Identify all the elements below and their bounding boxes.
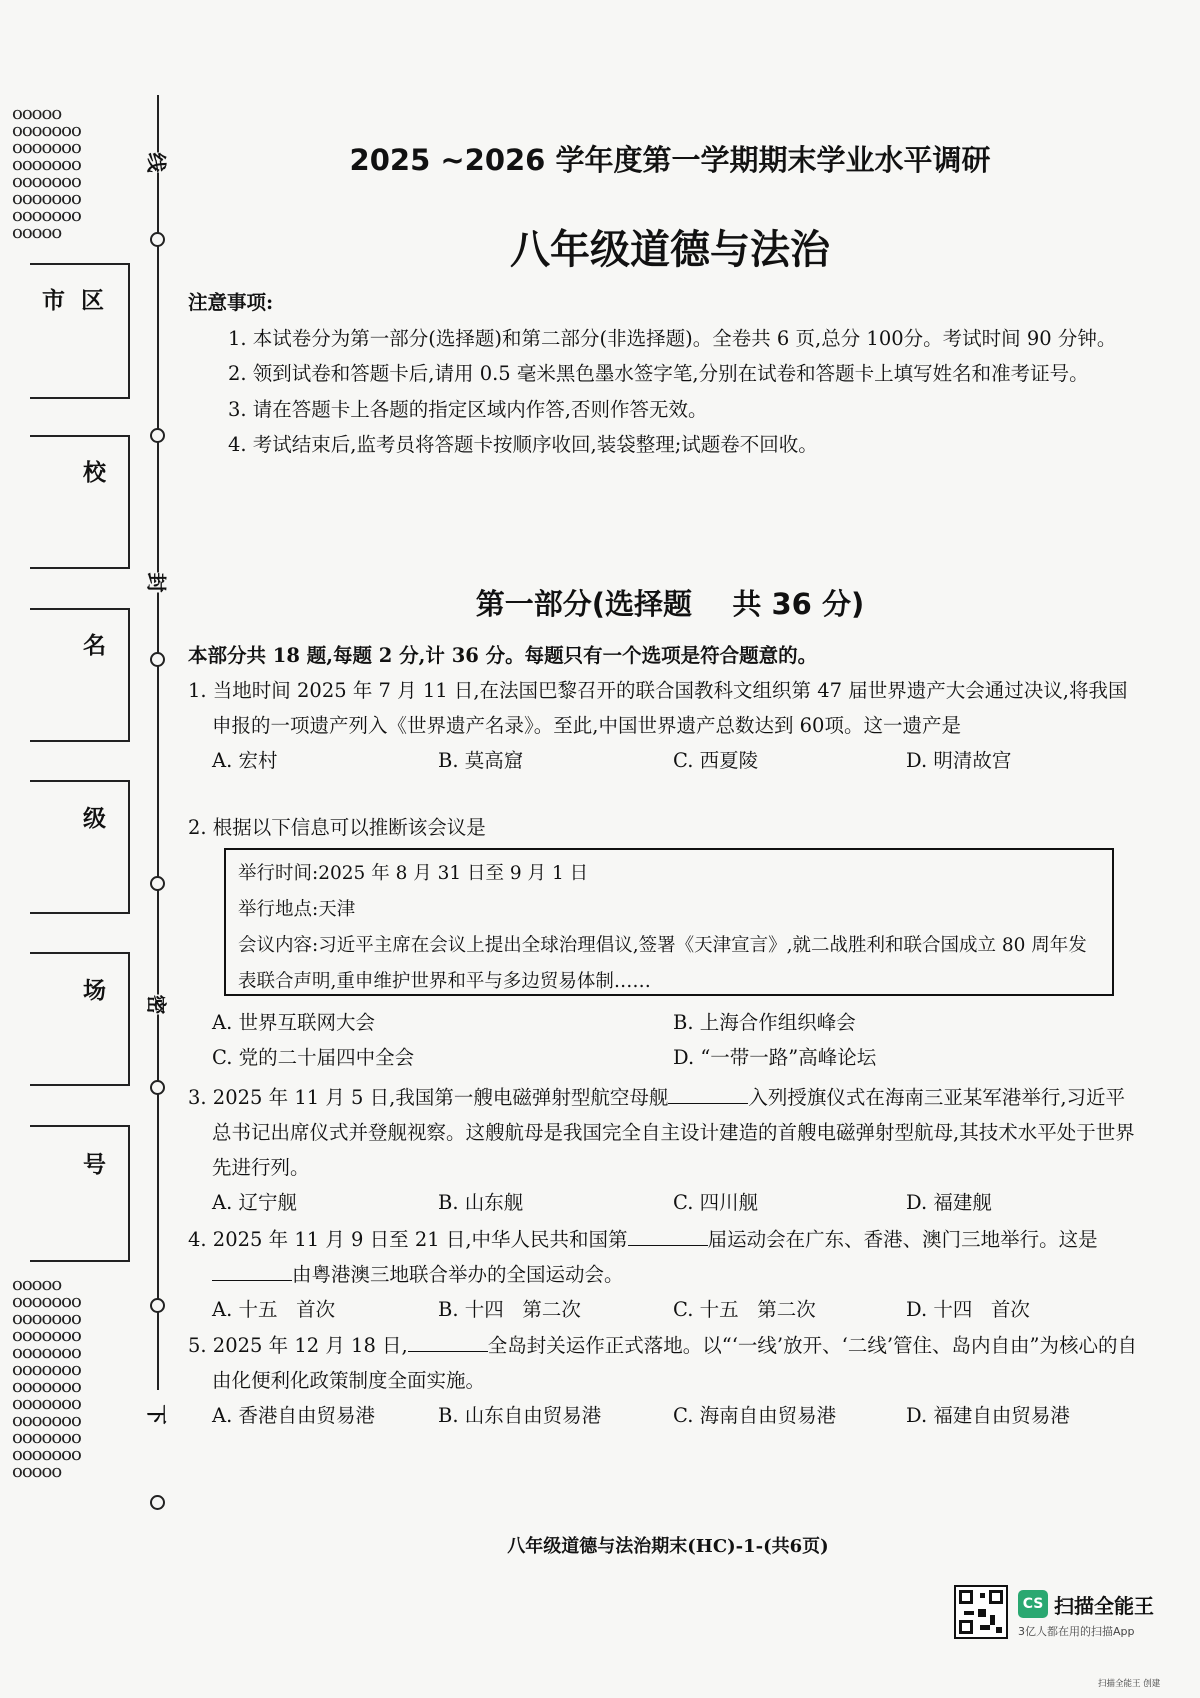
option-b[interactable]: B. 莫高窟 [438,749,524,772]
part1-intro: 本部分共 18 题,每题 2 分,计 36 分。每题只有一个选项是符合题意的。 [188,644,818,667]
camscanner-corner-mark: 扫描全能王 创建 [1098,1679,1161,1689]
info-place: 举行地点:天津 [238,899,356,920]
field-label-district: 市 区 [42,287,109,314]
option-row [188,1292,1143,1327]
stem-part: 4. 2025 年 11 月 9 日至 21 日,中华人民共和国第 [188,1228,628,1251]
stem-part: 3. 2025 年 11 月 5 日,我国第一艘电磁弹射型航空母舰 [188,1086,669,1109]
stem-part: 届运动会在广东、香港、澳门三地举行。这是 [707,1228,1098,1251]
option-row [188,1005,1143,1040]
stem-part: 入列授旗仪式在海南三亚某军港举行,习近平总书记出席仪式并登舰视察。这艘航母是我国完全自主设计建造的首艘电磁弹射型航母,其技术水平处于世界先进行列。 [212,1086,1135,1179]
field-label-name: 名 [83,632,118,659]
option-a[interactable]: A. 辽宁舰 [212,1191,297,1214]
question-1 [188,673,1143,778]
option-d[interactable]: D. 明清故宫 [906,749,1012,772]
question-stem: 2. 根据以下信息可以推断该会议是 [188,816,486,839]
binding-circle [150,876,165,891]
option-d[interactable]: D. 福建舰 [906,1191,992,1214]
option-a[interactable]: A. 十五 首次 [212,1298,336,1321]
field-label-school: 校 [83,459,118,486]
answer-blank [408,1335,488,1352]
option-a[interactable]: A. 世界互联网大会 [212,1011,375,1034]
stem-part: 5. 2025 年 12 月 18 日, [188,1334,408,1357]
option-c[interactable]: C. 十五 第二次 [673,1298,816,1321]
field-label-room: 场 [83,977,118,1004]
option-c[interactable]: C. 西夏陵 [673,749,759,772]
binding-circle [150,652,165,667]
binding-char-down: 下 [144,1405,173,1425]
binding-char-line: 线 [144,153,173,173]
binding-holes-top: ooooo ooooooo ooooooo ooooooo ooooooo ooooooo ooooooo ooooo [12,103,81,243]
answer-blank [212,1264,292,1281]
binding-circle [150,1298,165,1313]
question-2 [188,810,1143,845]
option-b[interactable]: B. 上海合作组织峰会 [673,1011,856,1034]
option-row [188,1040,1143,1075]
answer-blank [668,1087,748,1104]
option-a[interactable]: A. 宏村 [212,749,278,772]
notice-item: 2. 领到试卷和答题卡后,请用 0.5 毫米黑色墨水签字笔,分别在试卷和答题卡上填写姓名和准考证号。 [228,362,1089,385]
binding-char-secret: 密 [144,995,173,1015]
binding-circle [150,232,165,247]
binding-circle [150,1080,165,1095]
option-c[interactable]: C. 四川舰 [673,1191,759,1214]
camscanner-tagline: 3亿人都在用的扫描App [1018,1625,1135,1638]
binding-char-seal: 封 [144,573,173,593]
option-row [188,1398,1143,1433]
part1-title: 第一部分(选择题 共 36 分) [475,587,865,621]
question-2-options [188,1005,1143,1075]
question-3 [188,1080,1143,1220]
question-stem: 1. 当地时间 2025 年 7 月 11 日,在法国巴黎召开的联合国教科文组织第 47 届世界遗产大会通过决议,将我国申报的一项遗产列入《世界遗产名录》。至此,中国世界遗产总数达到 60项。这一遗产是 [188,679,1128,737]
question-5 [188,1328,1143,1433]
notice-item: 4. 考试结束后,监考员将答题卡按顺序收回,装袋整理;试题卷不回收。 [228,433,818,456]
exam-title: 2025 ~2026 学年度第一学期期末学业水平调研 [349,143,991,177]
camscanner-logo: CS [1018,1590,1048,1618]
binding-holes-bottom: ooooo ooooooo ooooooo ooooooo ooooooo ooooooo ooooooo ooooooo ooooooo ooooooo ooooooo ooooo [12,1274,81,1482]
notice-section [188,285,1143,463]
option-row [188,1185,1143,1220]
camscanner-name: 扫描全能王 [1054,1594,1154,1618]
option-c[interactable]: C. 党的二十届四中全会 [212,1046,415,1069]
info-box [224,848,1114,996]
notice-item: 1. 本试卷分为第一部分(选择题)和第二部分(非选择题)。全卷共 6 页,总分 100分。考试时间 90 分钟。 [228,326,1117,350]
stem-part: 由粤港澳三地联合举办的全国运动会。 [292,1263,624,1286]
option-d[interactable]: D. 福建自由贸易港 [906,1404,1070,1427]
binding-line [157,95,159,1390]
info-content: 会议内容:习近平主席在会议上提出全球治理倡议,签署《天津宣言》,就二战胜利和联合国成立 80 周年发表联合声明,重申维护世界和平与多边贸易体制…… [238,935,1087,992]
option-a[interactable]: A. 香港自由贸易港 [212,1404,375,1427]
field-label-seat-number: 号 [83,1151,118,1178]
question-stem [188,1222,1143,1292]
question-4 [188,1222,1143,1327]
question-stem [188,1080,1143,1185]
binding-circle [150,1495,165,1510]
notice-heading: 注意事项: [188,291,274,314]
field-label-class: 级 [83,805,118,832]
page-footer: 八年级道德与法治期末(HC)-1-(共6页) [507,1536,829,1557]
option-c[interactable]: C. 海南自由贸易港 [673,1404,837,1427]
answer-blank [628,1229,708,1246]
qr-code-icon [954,1585,1008,1639]
exam-subject: 八年级道德与法治 [510,227,830,273]
option-d[interactable]: D. “一带一路”高峰论坛 [673,1046,877,1069]
option-b[interactable]: B. 十四 第二次 [438,1298,581,1321]
option-row [188,743,1143,778]
option-b[interactable]: B. 山东舰 [438,1191,524,1214]
option-d[interactable]: D. 十四 首次 [906,1298,1030,1321]
option-b[interactable]: B. 山东自由贸易港 [438,1404,602,1427]
info-time: 举行时间:2025 年 8 月 31 日至 9 月 1 日 [238,863,589,884]
notice-item: 3. 请在答题卡上各题的指定区域内作答,否则作答无效。 [228,397,708,421]
stem-part: 全岛封关运作正式落地。以“‘一线’放开、‘二线’管住、岛内自由”为核心的自由化便利化政策制度全面实施。 [212,1334,1137,1392]
question-stem [188,1328,1143,1398]
binding-circle [150,428,165,443]
